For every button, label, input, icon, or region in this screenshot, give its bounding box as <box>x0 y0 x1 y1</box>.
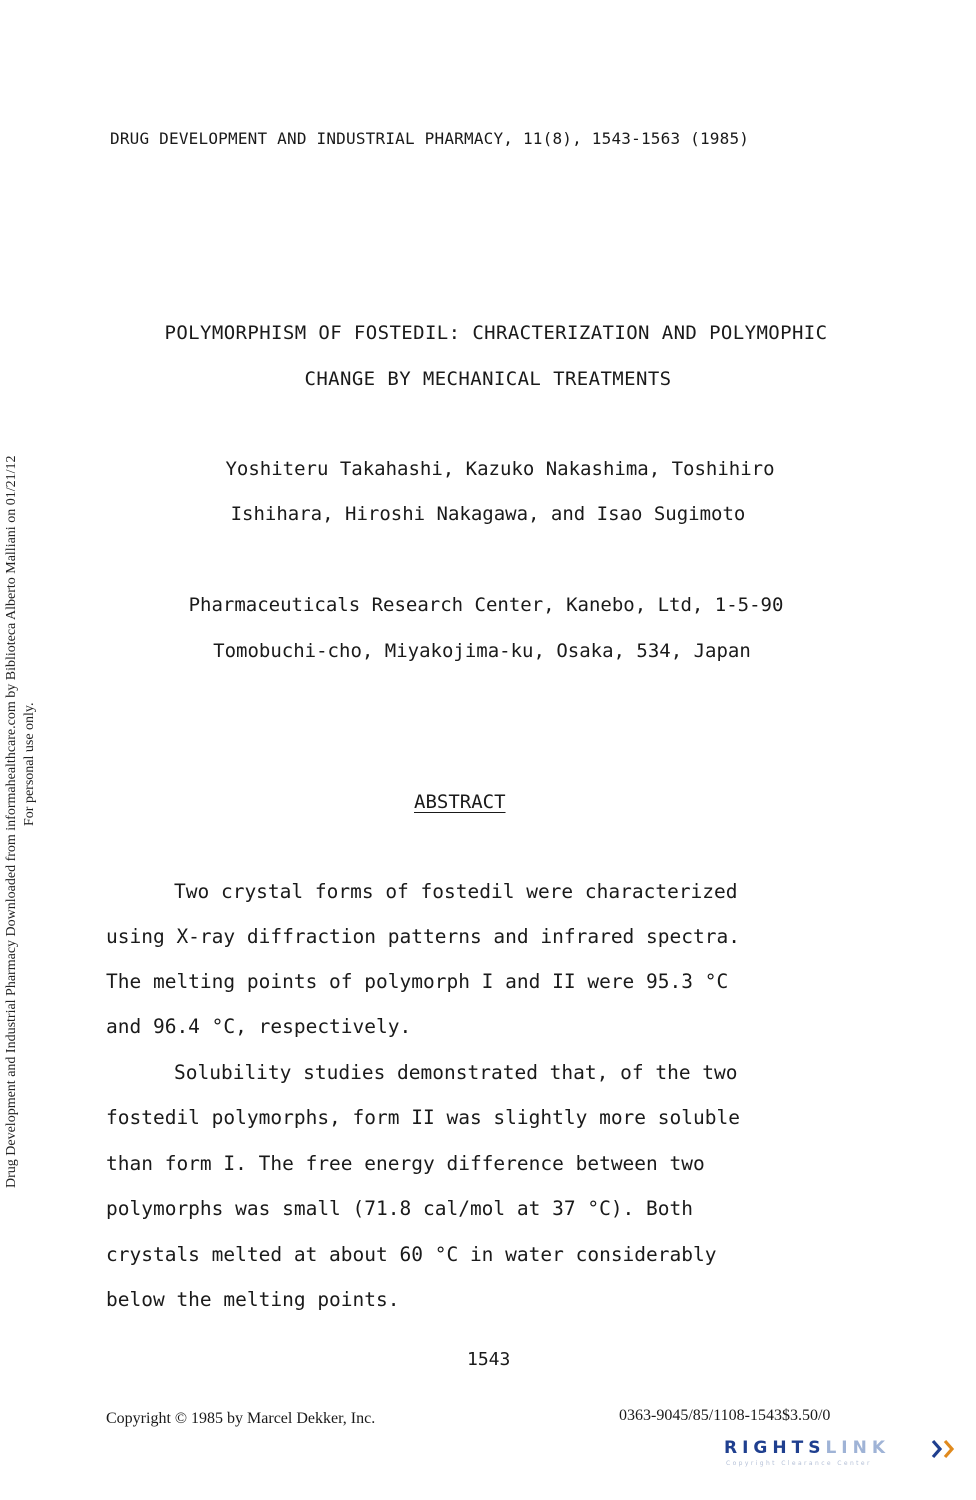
abstract-line: fostedil polymorphs, form II was slightly more soluble <box>106 1106 740 1129</box>
rightslink-rights-text: RIGHTS <box>724 1438 826 1458</box>
article-title-line1: POLYMORPHISM OF FOSTEDIL: CHRACTERIZATION AND POLYMOPHIC <box>164 322 828 344</box>
abstract-line: and 96.4 °C, respectively. <box>106 1015 412 1038</box>
rightslink-logo[interactable] <box>724 1438 956 1474</box>
abstract-line: using X-ray diffraction patterns and infrared spectra. <box>106 925 740 948</box>
rightslink-link-text: LINK <box>825 1438 890 1458</box>
authors-line1: Yoshiteru Takahashi, Kazuko Nakashima, Toshihiro <box>225 458 775 480</box>
copyright-notice: Copyright © 1985 by Marcel Dekker, Inc. <box>106 1410 376 1427</box>
affiliation-line2: Tomobuchi-cho, Miyakojima-ku, Osaka, 534, Japan <box>213 640 751 662</box>
download-stamp <box>0 0 40 1500</box>
abstract-line: The melting points of polymorph I and II were 95.3 °C <box>106 970 729 993</box>
download-stamp-line1: Drug Development and Industrial Pharmacy Downloaded from informahealthcare.com by Biblioteca Alberto Malliani on 01/21/12 <box>4 455 19 1188</box>
authors-line2: Ishihara, Hiroshi Nakagawa, and Isao Sugimoto <box>230 503 746 525</box>
abstract-line: than form I. The free energy difference between two <box>106 1152 705 1175</box>
journal-citation-header: DRUG DEVELOPMENT AND INDUSTRIAL PHARMACY, 11(8), 1543-1563 (1985) <box>110 129 750 148</box>
page-number: 1543 <box>467 1349 511 1370</box>
abstract-line: Two crystal forms of fostedil were characterized <box>174 880 738 903</box>
rightslink-wordmark <box>724 1438 890 1458</box>
issn-code: 0363-9045/85/1108-1543$3.50/0 <box>619 1407 831 1424</box>
abstract-heading: ABSTRACT <box>414 791 506 813</box>
abstract-line: Solubility studies demonstrated that, of the two <box>174 1061 738 1084</box>
rightslink-chevron-icon <box>930 1438 956 1460</box>
article-title-line2: CHANGE BY MECHANICAL TREATMENTS <box>304 368 672 390</box>
abstract-line: polymorphs was small (71.8 cal/mol at 37 °C). Both <box>106 1197 693 1220</box>
abstract-line: crystals melted at about 60 °C in water considerably <box>106 1243 717 1266</box>
affiliation-line1: Pharmaceuticals Research Center, Kanebo, Ltd, 1-5-90 <box>188 594 784 616</box>
download-stamp-line2: For personal use only. <box>22 702 37 826</box>
rightslink-subtitle: Copyright Clearance Center <box>726 1460 872 1467</box>
abstract-line: below the melting points. <box>106 1288 400 1311</box>
